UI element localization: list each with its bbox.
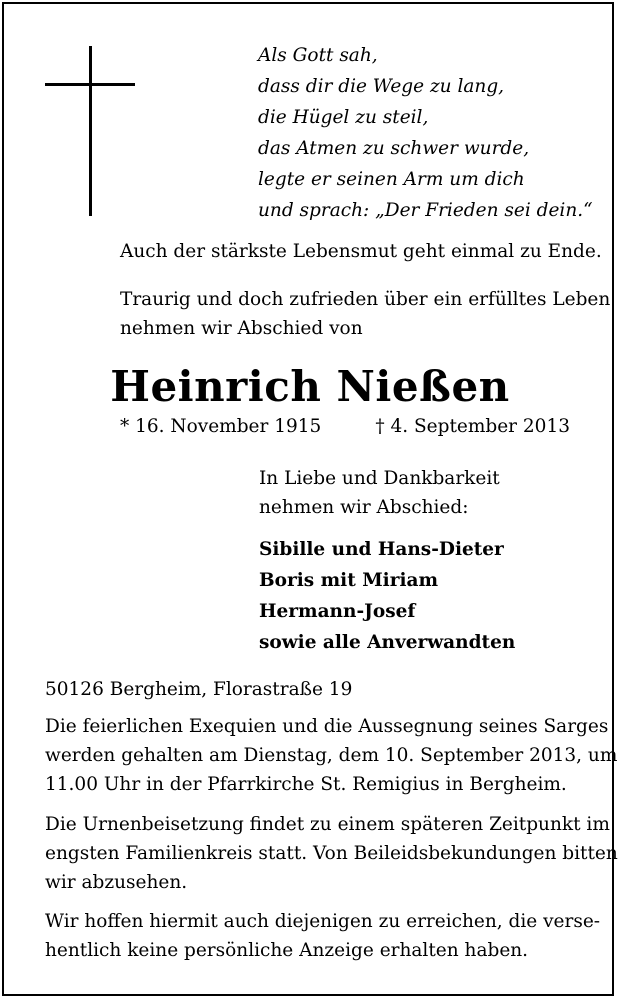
burial-paragraph — [45, 810, 618, 897]
family-member: Sibille und Hans-Dieter — [259, 539, 504, 560]
service-line: 11.00 Uhr in der Pfarrkirche St. Remigius in Bergheim. — [45, 774, 567, 795]
cross-icon-vertical — [89, 46, 92, 216]
family-member: sowie alle Anverwandten — [259, 632, 516, 653]
burial-line: Die Urnenbeisetzung findet zu einem späteren Zeitpunkt im — [45, 814, 610, 835]
closing-line: hentlich keine persönliche Anzeige erhalten haben. — [45, 940, 529, 961]
death-date: † 4. September 2013 — [375, 416, 570, 437]
address: 50126 Bergheim, Florastraße 19 — [45, 679, 353, 700]
intro-line-2: nehmen wir Abschied von — [120, 318, 363, 339]
poem-line: Als Gott sah, — [258, 45, 378, 66]
deceased-name: Heinrich Nießen — [110, 362, 510, 411]
intro-line-1: Traurig und doch zufrieden über ein erfülltes Leben — [120, 289, 611, 310]
poem-line: und sprach: „Der Frieden sei dein.“ — [258, 200, 593, 221]
farewell-line-1: In Liebe und Dankbarkeit — [259, 468, 500, 489]
motto: Auch der stärkste Lebensmut geht einmal zu Ende. — [120, 241, 602, 262]
poem-line: das Atmen zu schwer wurde, — [258, 138, 530, 159]
cross-icon-horizontal — [45, 83, 135, 86]
obituary-notice — [2, 2, 618, 996]
closing-line: Wir hoffen hiermit auch diejenigen zu erreichen, die verse- — [45, 911, 601, 932]
family-list — [259, 534, 515, 658]
farewell-line-2: nehmen wir Abschied: — [259, 497, 469, 518]
burial-line: wir abzusehen. — [45, 872, 188, 893]
birth-date: * 16. November 1915 — [120, 416, 322, 437]
poem — [258, 40, 593, 226]
poem-line: die Hügel zu steil, — [258, 107, 429, 128]
family-member: Hermann-Josef — [259, 601, 416, 622]
burial-line: engsten Familienkreis statt. Von Beileidsbekundungen bitten — [45, 843, 618, 864]
poem-line: dass dir die Wege zu lang, — [258, 76, 505, 97]
poem-line: legte er seinen Arm um dich — [258, 169, 525, 190]
closing-paragraph — [45, 907, 601, 965]
service-line: Die feierlichen Exequien und die Aussegnung seines Sarges — [45, 716, 609, 737]
service-paragraph — [45, 712, 618, 799]
family-member: Boris mit Miriam — [259, 570, 439, 591]
service-line: werden gehalten am Dienstag, dem 10. September 2013, um — [45, 745, 618, 766]
